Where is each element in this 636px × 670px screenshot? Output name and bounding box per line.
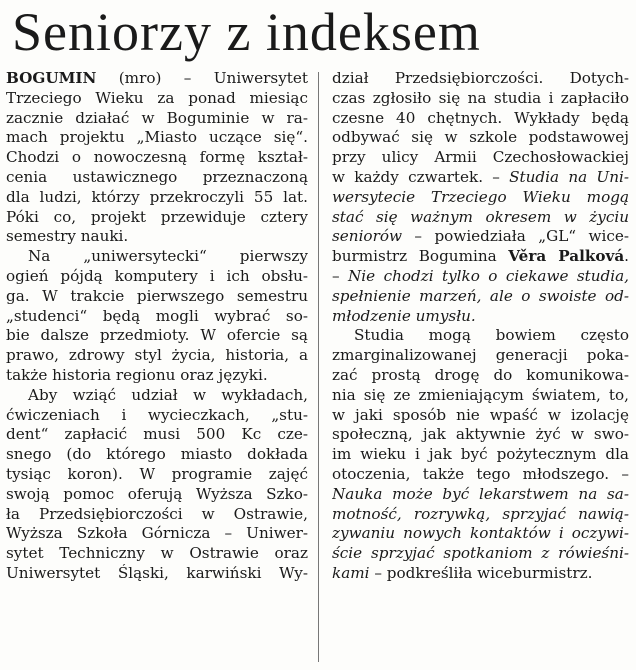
text-line (332, 109, 629, 129)
quote-text: Nauka może być lekarstwem na sa- (332, 484, 629, 503)
body-text: dla ludzi, którzy przekroczyli 55 lat. (6, 187, 308, 206)
quote-text: wersytecie Trzeciego Wieku mogą (332, 187, 629, 206)
text-line (332, 346, 629, 366)
text-line (6, 505, 308, 525)
text-line (6, 227, 308, 247)
text-line (332, 465, 629, 485)
text-line (332, 564, 629, 584)
body-text: im wieku i jak być pożytecznym dla (332, 445, 629, 464)
text-line (6, 109, 308, 129)
headline: Seniorzy z indeksem (12, 2, 481, 62)
text-line (332, 307, 629, 327)
text-line (6, 346, 308, 366)
body-text: Uniwersytet Śląski, karwiński Wy- (6, 563, 308, 582)
body-text: Wyższa Szkoła Górnicza – Uniwer- (6, 524, 308, 543)
text-line (6, 366, 308, 386)
text-line (6, 326, 308, 346)
quote-text: Nie chodzi tylko o ciekawe studia, (348, 266, 629, 285)
text-line (6, 544, 308, 564)
text-line (332, 425, 629, 445)
text-line (332, 366, 629, 386)
text-line (6, 524, 308, 544)
body-text: dent“ zapłacić musi 500 Kc cze- (6, 425, 308, 444)
body-text: czas zgłosiło się na studia i zapłaciło (332, 88, 629, 107)
body-text: także historia regionu oraz języki. (6, 365, 268, 384)
body-text: mach projektu „Miasto uczące się“. (6, 128, 308, 147)
article-column-right (332, 69, 629, 584)
text-line (332, 188, 629, 208)
text-line (332, 148, 629, 168)
quote-text: seniorów (332, 227, 402, 246)
body-text: nia się ze zmieniającym światem, to, (332, 385, 629, 404)
text-line (332, 247, 629, 267)
body-text: Chodzi o nowoczesną formę kształ- (6, 148, 308, 167)
body-text: Studia mogą bowiem często (354, 326, 629, 345)
text-line (6, 267, 308, 287)
text-line (332, 505, 629, 525)
bold-text: BOGUMIN (6, 69, 97, 87)
body-text: społeczną, jak aktywnie żyć w swo- (332, 425, 629, 444)
quote-text: stać się ważnym okresem w życiu (332, 207, 629, 226)
quote-text: Studia na Uni- (509, 167, 629, 186)
text-line (332, 89, 629, 109)
text-line (332, 326, 629, 346)
body-text: otoczenia, także tego młodszego. – (332, 464, 629, 483)
text-line (332, 544, 629, 564)
text-line (6, 148, 308, 168)
text-line (6, 386, 308, 406)
text-line (6, 465, 308, 485)
quote-text: młodzenie umysłu. (332, 306, 476, 325)
quote-text: kami (332, 563, 370, 582)
body-text: cenia ustawicznego przeznaczoną (6, 167, 308, 186)
quote-text: spełnienie marzeń, ale o swoiste od- (332, 286, 629, 305)
text-line (332, 168, 629, 188)
quote-text: zywaniu nowych kontaktów i oczywi- (332, 524, 629, 543)
text-line (6, 168, 308, 188)
text-line (332, 227, 629, 247)
body-text: . (624, 247, 629, 266)
body-text: ła Przedsiębiorczości w Ostrawie, (6, 504, 308, 523)
body-text: bie dalsze przedmioty. W ofercie są (6, 326, 308, 345)
body-text: zmarginalizowanej generacji poka- (332, 346, 629, 365)
text-line (6, 188, 308, 208)
text-line (6, 445, 308, 465)
text-line (6, 208, 308, 228)
text-line (6, 89, 308, 109)
text-line (332, 485, 629, 505)
body-text: Na „uniwersytecki“ pierwszy (28, 247, 308, 266)
text-line (332, 208, 629, 228)
body-text: ogień pójdą komputery i ich obsłu- (6, 266, 308, 285)
bold-text: Věra Palková (508, 247, 625, 266)
body-text: w jaki sposób nie wpaść w izolację (332, 405, 629, 424)
text-line (332, 406, 629, 426)
body-text: semestry nauki. (6, 227, 129, 246)
text-line (332, 445, 629, 465)
text-line (6, 69, 308, 89)
body-text: Trzeciego Wieku za ponad miesiąc (6, 88, 308, 107)
body-text: w każdy czwartek. – (332, 167, 510, 186)
body-text: Aby wziąć udział w wykładach, (28, 385, 308, 404)
body-text: Póki co, projekt przewiduje cztery (6, 207, 308, 226)
body-text: tysiąc koron). W programie zajęć (6, 464, 308, 483)
text-line (332, 386, 629, 406)
body-text: zacznie działać w Boguminie w ra- (6, 108, 308, 127)
quote-text: ście sprzyjać spotkaniom z rówieśni- (332, 544, 629, 563)
body-text: odbywać się w szkole podstawowej (332, 128, 629, 147)
body-text: czesne 40 chętnych. Wykłady będą (332, 108, 629, 127)
text-line (6, 406, 308, 426)
text-line (6, 485, 308, 505)
body-text: sytet Techniczny w Ostrawie oraz (6, 544, 308, 563)
text-line (332, 524, 629, 544)
text-line (332, 287, 629, 307)
body-text: – powiedziała „GL“ wice- (401, 227, 629, 246)
body-text: zać prostą drogę do komunikowa- (332, 365, 629, 384)
text-line (6, 128, 308, 148)
body-text: ćwiczeniach i wycieczkach, „stu- (6, 405, 308, 424)
text-line (332, 128, 629, 148)
text-line (6, 307, 308, 327)
body-text: (mro) – Uniwersytet (96, 69, 308, 87)
body-text: swoją pomoc oferują Wyższa Szko- (6, 484, 308, 503)
quote-text: motność, rozrywką, sprzyjać nawią- (332, 504, 629, 523)
body-text: „studenci“ będą mogli wybrać so- (6, 306, 308, 325)
text-line (6, 247, 308, 267)
body-text: burmistrz Bogumina (332, 247, 509, 266)
text-line (332, 267, 629, 287)
body-text: prawo, zdrowy styl życia, historia, a (6, 346, 308, 365)
body-text: dział Przedsiębiorczości. Dotych- (332, 69, 629, 87)
text-line (6, 425, 308, 445)
body-text: – podkreśliła wiceburmistrz. (369, 563, 593, 582)
column-divider (318, 72, 319, 662)
body-text: ga. W trakcie pierwszego semestru (6, 286, 308, 305)
text-line (332, 69, 629, 89)
body-text: snego (do którego miasto dokłada (6, 445, 308, 464)
body-text: – (332, 266, 349, 285)
text-line (6, 287, 308, 307)
text-line (6, 564, 308, 584)
body-text: przy ulicy Armii Czechosłowackiej (332, 148, 629, 167)
article-column-left (6, 69, 308, 584)
